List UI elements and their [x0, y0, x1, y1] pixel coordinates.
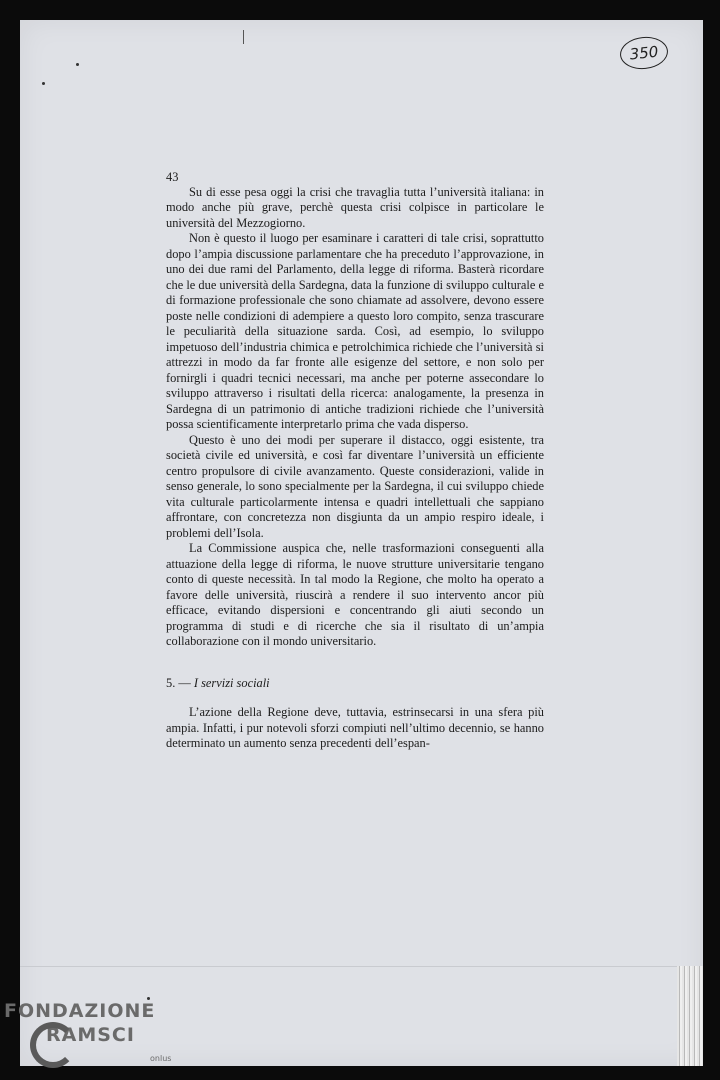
speck: [42, 82, 45, 85]
paragraph: Non è questo il luogo per esaminare i caratteri di tale crisi, soprattutto dopo l’ampia discussione parlamentare che ha preceduto l’approvazione, in uno dei due rami del Parlamento, della legge di riforma. Basterà ricordare che le due università della Sardegna, data la funzione di sviluppo culturale e di formazione professionale che sono chiamate ad assolvere, devono essere poste nelle condizioni di adempiere a questo loro compito, senza trascurare le peculiarità della situazione sarda. Così, ad esempio, lo sviluppo impetuoso dell’industria chimica e petrolchimica richiede che l’università si attrezzi in modo da far fronte alle esigenze del settore, e non solo per fornirgli i quadri tecnici necessari, ma anche per poterne assecondare lo sviluppo attraverso i risultati della ricerca: analogamente, la presenza in Sardegna di un patrimonio di antiche tradizioni richiede che l’università possa scientificamente interpretarlo prima che vada disperso.: [166, 231, 544, 431]
pencil-mark: [243, 30, 244, 44]
watermark-logo: [4, 1000, 172, 1063]
page-edge-line: [20, 966, 703, 967]
handwritten-page-number: 350: [618, 35, 669, 72]
page-edge-strip: [677, 966, 703, 1066]
section-number: 5. —: [166, 675, 191, 690]
page-label: 43: [166, 170, 179, 184]
section-heading: [166, 676, 544, 692]
speck: [76, 63, 79, 66]
document-body: [166, 170, 544, 752]
paragraph: La Commissione auspica che, nelle trasformazioni conseguenti alla attuazione della legge di riforma, le nuove strutture universitarie tengano conto di queste necessità. In tal modo la Regione, che molto ha operato a favore delle università, riuscirà a rendere il suo intervento ancor più efficace, evitando dispersioni e concentrando gli aiuti secondo un programma di studi e di ricerche che sia il risultato di un’ampia collaborazione con il mondo universitario.: [166, 541, 544, 648]
g-logo-mark: [30, 1022, 76, 1068]
paragraph: L’azione della Regione deve, tuttavia, estrinsecarsi in una sfera più ampia. Infatti, i pur notevoli sforzi compiuti nell’ultimo decennio, se hanno determinato un aumento senza precedenti dell’espan-: [166, 705, 544, 750]
section-title: I servizi sociali: [193, 675, 270, 690]
paragraph: Su di esse pesa oggi la crisi che travaglia tutta l’università italiana: in modo anche più grave, perchè questa crisi colpisce in particolare le università del Mezzogiorno.: [166, 184, 544, 230]
watermark-line1: FONDAZIONE: [4, 1000, 156, 1022]
paragraph: Questo è uno dei modi per superare il distacco, oggi esistente, tra società civile ed università, e così far diventare l’università un efficiente centro propulsore di civile avanzamento. Queste considerazioni, valide in senso generale, lo sono specialmente per la Sardegna, il cui sviluppo chiede vita culturale particolarmente intensa e quadri intellettuali che sappiano affrontare, con concretezza non disgiunta da un ampio respiro ideale, i problemi dell’Isola.: [166, 432, 544, 540]
watermark-suffix: onlus: [150, 1054, 172, 1063]
watermark-line2: RAMSCI: [46, 1024, 135, 1046]
